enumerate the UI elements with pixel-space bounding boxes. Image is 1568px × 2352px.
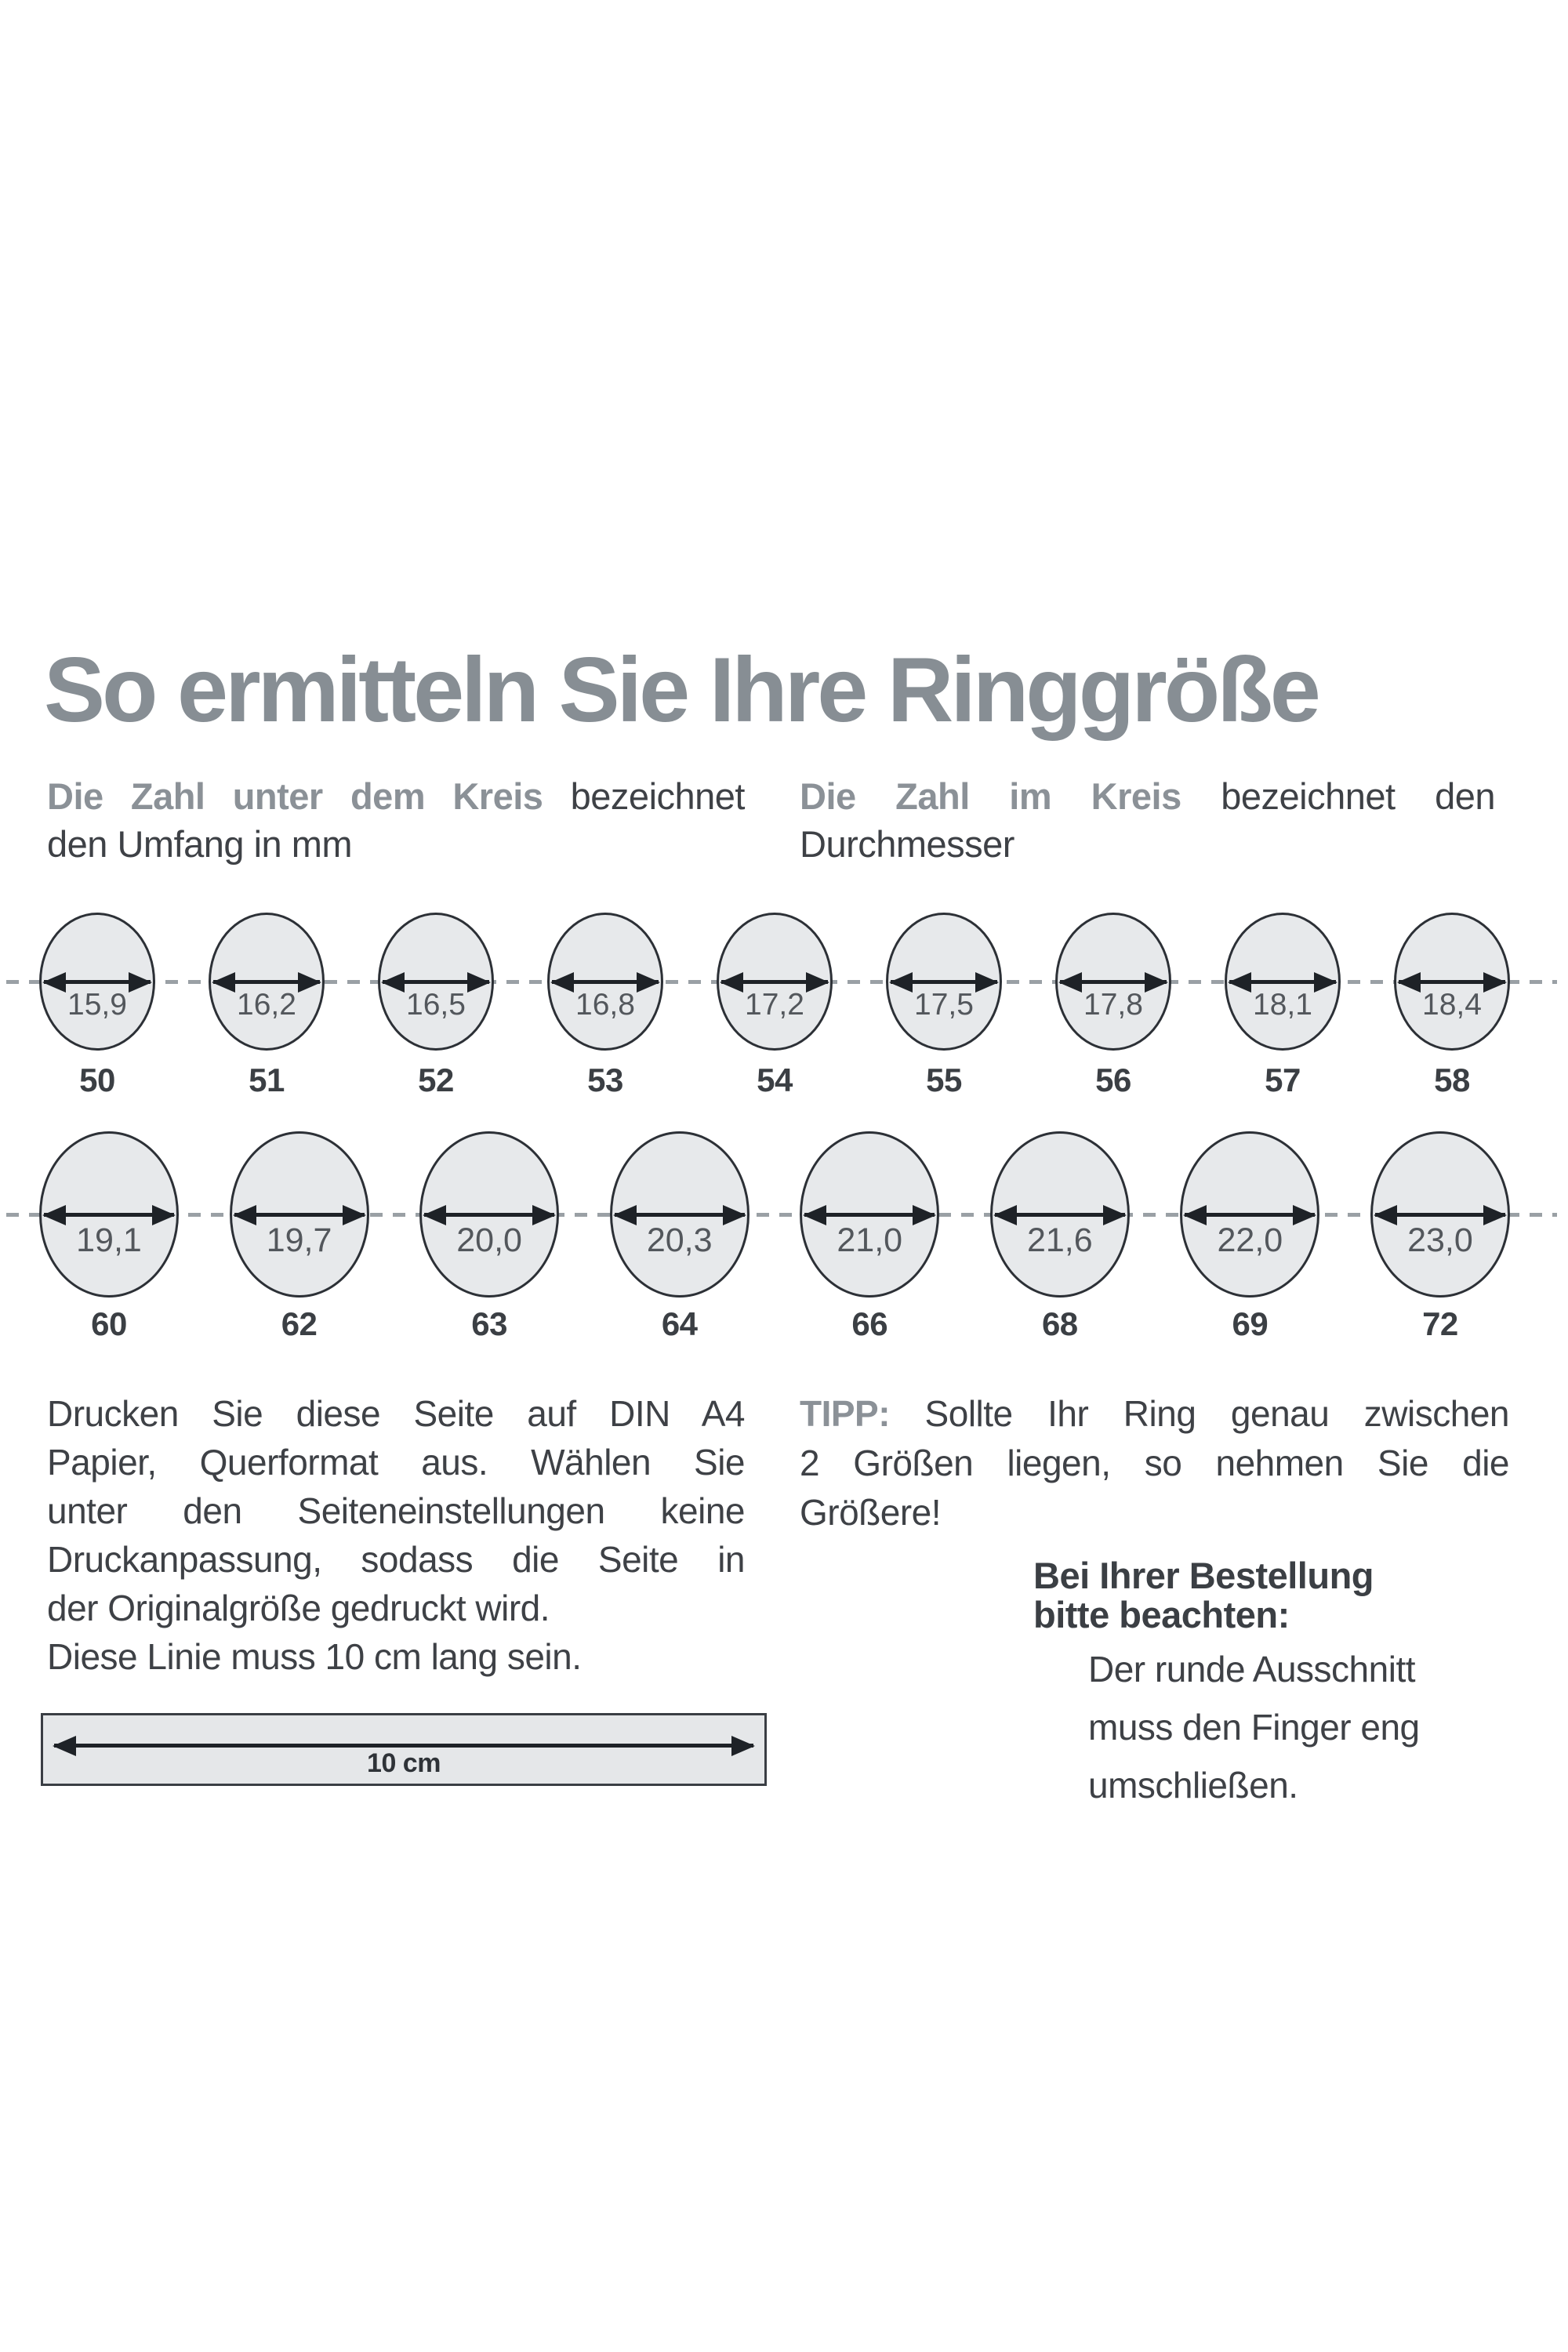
- diameter-value: 17,2: [745, 988, 804, 1022]
- order-note-heading: [1033, 1556, 1374, 1635]
- ring-circle: [230, 1131, 369, 1298]
- text-rest: bezeichnet den: [1181, 775, 1495, 817]
- highlight-text: Die Zahl unter dem Kreis: [47, 775, 543, 817]
- diameter-arrow-icon: [44, 980, 151, 984]
- ring-size-item: [419, 1131, 559, 1343]
- ring-circle: [990, 1131, 1130, 1298]
- diameter-value: 23,0: [1407, 1221, 1473, 1260]
- diameter-value: 19,1: [76, 1221, 142, 1260]
- diameter-arrow-icon: [424, 1213, 554, 1217]
- diameter-arrow-icon: [891, 980, 997, 984]
- circumference-label: 50: [79, 1062, 115, 1098]
- ring-size-item: [378, 913, 494, 1099]
- ring-circle: [1370, 1131, 1510, 1298]
- text-line: unter den Seiteneinstellungen keine: [47, 1490, 745, 1531]
- diameter-value: 21,6: [1026, 1221, 1093, 1260]
- ring-size-item: [1055, 913, 1171, 1099]
- text-line: Größere!: [800, 1492, 942, 1533]
- text-line: Papier, Querformat aus. Wählen Sie: [47, 1442, 745, 1483]
- circumference-label: 62: [281, 1305, 318, 1342]
- diameter-arrow-icon: [804, 1213, 935, 1217]
- circumference-label: 54: [757, 1062, 793, 1098]
- circumference-label: 57: [1265, 1062, 1301, 1098]
- diameter-explanation: [800, 772, 1495, 868]
- circumference-label: 51: [249, 1062, 285, 1098]
- text-line: [47, 772, 745, 820]
- diameter-value: 22,0: [1217, 1221, 1283, 1260]
- diameter-arrow-icon: [1399, 980, 1505, 984]
- diameter-arrow-icon: [234, 1213, 365, 1217]
- order-note-body: [1088, 1640, 1420, 1814]
- circumference-label: 52: [418, 1062, 454, 1098]
- diameter-value: 16,8: [575, 988, 635, 1022]
- circumference-label: 56: [1095, 1062, 1131, 1098]
- ring-size-item: [39, 1131, 179, 1343]
- ring-size-item: [1394, 913, 1510, 1099]
- ring-size-item: [209, 913, 325, 1099]
- circumference-label: 63: [471, 1305, 507, 1342]
- ring-size-item: [886, 913, 1002, 1099]
- text-line: Druckanpassung, sodass die Seite in: [47, 1539, 745, 1580]
- text-line: bitte beachten:: [1033, 1594, 1290, 1635]
- tip-highlight: TIPP:: [800, 1393, 891, 1434]
- text-line: Durchmesser: [800, 823, 1014, 865]
- text-line: muss den Finger eng: [1088, 1707, 1420, 1748]
- ring-size-item: [1225, 913, 1341, 1099]
- circumference-explanation: [47, 772, 745, 868]
- ring-circle: [1180, 1131, 1319, 1298]
- diameter-value: 17,5: [914, 988, 974, 1022]
- diameter-value: 16,2: [237, 988, 296, 1022]
- text-line: [800, 772, 1495, 820]
- text-line: den Umfang in mm: [47, 823, 353, 865]
- ruler-arrow-icon: [54, 1744, 753, 1748]
- ring-circle: [378, 913, 494, 1051]
- circumference-label: 58: [1434, 1062, 1470, 1098]
- ring-circle: [39, 1131, 179, 1298]
- text-rest: Sollte Ihr Ring genau zwischen: [890, 1393, 1509, 1434]
- diameter-arrow-icon: [1229, 980, 1336, 984]
- ring-size-item: [800, 1131, 939, 1343]
- diameter-arrow-icon: [1375, 1213, 1505, 1217]
- circumference-label: 64: [661, 1305, 698, 1342]
- text-line: Bei Ihrer Bestellung: [1033, 1555, 1374, 1596]
- diameter-value: 16,5: [406, 988, 466, 1022]
- ruler-length-label: 10 cm: [367, 1748, 441, 1778]
- circumference-label: 69: [1232, 1305, 1269, 1342]
- diameter-arrow-icon: [552, 980, 659, 984]
- text-line: Der runde Ausschnitt: [1088, 1649, 1416, 1690]
- circumference-label: 53: [587, 1062, 623, 1098]
- diameter-arrow-icon: [1060, 980, 1167, 984]
- ring-size-row-small: [39, 913, 1510, 1099]
- ring-size-item: [547, 913, 663, 1099]
- diameter-arrow-icon: [995, 1213, 1125, 1217]
- text-line: 2 Größen liegen, so nehmen Sie die: [800, 1443, 1509, 1483]
- diameter-arrow-icon: [213, 980, 320, 984]
- circumference-label: 72: [1422, 1305, 1458, 1342]
- ring-size-item: [39, 913, 155, 1099]
- diameter-value: 17,8: [1083, 988, 1143, 1022]
- ring-circle: [419, 1131, 559, 1298]
- ring-circle: [800, 1131, 939, 1298]
- ring-circle: [1225, 913, 1341, 1051]
- diameter-value: 20,3: [646, 1221, 713, 1260]
- circumference-label: 60: [91, 1305, 127, 1342]
- ring-size-item: [1370, 1131, 1510, 1343]
- circumference-label: 55: [926, 1062, 962, 1098]
- ten-cm-ruler: [41, 1713, 767, 1786]
- text-rest: bezeichnet: [543, 775, 745, 817]
- ring-circle: [1394, 913, 1510, 1051]
- diameter-arrow-icon: [1185, 1213, 1315, 1217]
- print-instructions: [47, 1389, 745, 1681]
- page-title: So ermitteln Sie Ihre Ringgröße: [44, 638, 1318, 741]
- ring-circle: [717, 913, 833, 1051]
- text-line: [800, 1389, 1509, 1439]
- ring-circle: [886, 913, 1002, 1051]
- diameter-arrow-icon: [44, 1213, 174, 1217]
- diameter-arrow-icon: [721, 980, 828, 984]
- diameter-value: 18,1: [1253, 988, 1312, 1022]
- circumference-label: 68: [1041, 1305, 1078, 1342]
- ring-circle: [547, 913, 663, 1051]
- ring-size-item: [1180, 1131, 1319, 1343]
- diameter-arrow-icon: [615, 1213, 745, 1217]
- text-line: der Originalgröße gedruckt wird.: [47, 1588, 550, 1628]
- ring-size-item: [230, 1131, 369, 1343]
- ring-size-item: [610, 1131, 750, 1343]
- ring-size-item: [990, 1131, 1130, 1343]
- diameter-value: 20,0: [456, 1221, 522, 1260]
- ring-size-row-large: [39, 1131, 1510, 1343]
- diameter-arrow-icon: [383, 980, 489, 984]
- ring-circle: [209, 913, 325, 1051]
- text-line: Drucken Sie diese Seite auf DIN A4: [47, 1393, 745, 1434]
- ring-size-item: [717, 913, 833, 1099]
- diameter-value: 21,0: [837, 1221, 903, 1260]
- diameter-value: 19,7: [266, 1221, 332, 1260]
- circumference-label: 66: [851, 1305, 888, 1342]
- diameter-value: 18,4: [1422, 988, 1482, 1022]
- highlight-text: Die Zahl im Kreis: [800, 775, 1181, 817]
- diameter-value: 15,9: [67, 988, 127, 1022]
- text-line: umschließen.: [1088, 1765, 1298, 1806]
- text-line: Diese Linie muss 10 cm lang sein.: [47, 1636, 582, 1677]
- ring-circle: [1055, 913, 1171, 1051]
- ring-circle: [39, 913, 155, 1051]
- ring-circle: [610, 1131, 750, 1298]
- tip-note: [800, 1389, 1509, 1537]
